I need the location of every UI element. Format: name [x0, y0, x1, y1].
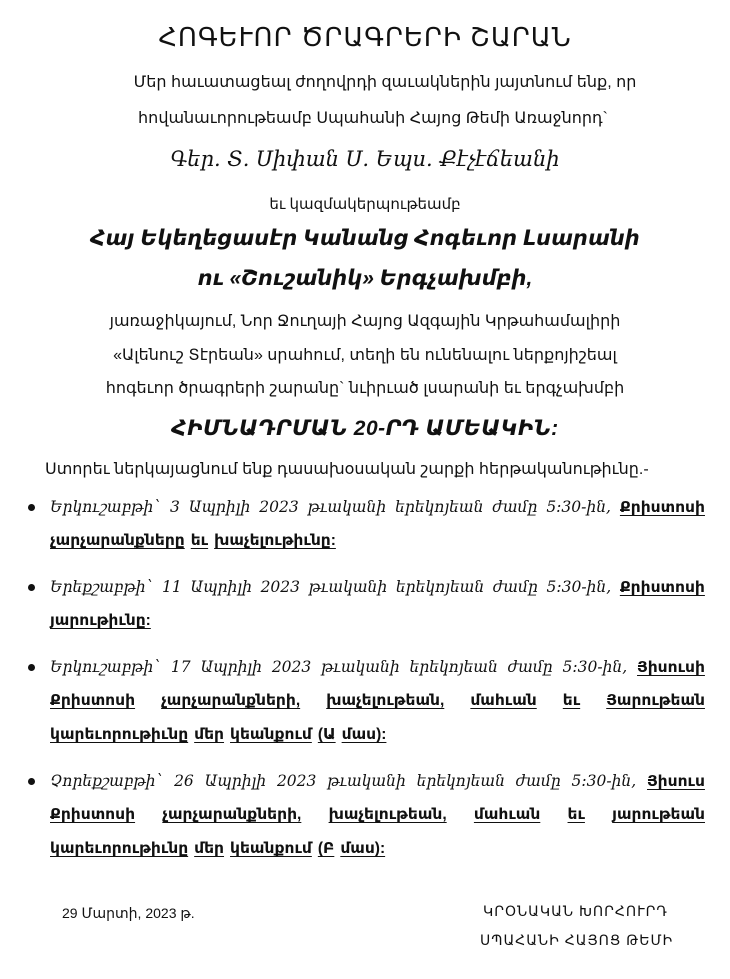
- event-date-word: թւականի: [327, 772, 406, 790]
- event-line: [50, 572, 705, 606]
- event-topic-word: չարչարանքների,: [161, 692, 301, 709]
- event-topic-word: (Բ: [317, 840, 335, 857]
- event-topic-word: մաս):: [340, 840, 386, 857]
- event-date-word: 2023: [276, 772, 317, 790]
- event-topic-word: (Ա: [317, 726, 336, 743]
- event-topic-word: չարչարանքները: [50, 532, 185, 549]
- event-line: [50, 526, 705, 560]
- event-topic-word: եւ: [567, 806, 585, 823]
- event-topic-word: խաչելութեան,: [326, 692, 445, 709]
- signature-line-2: ՍՊԱՀԱՆԻ ՀԱՅՈՑ ԹԵՄԻ: [480, 932, 674, 948]
- event-date-word: 5:30-ին,: [546, 498, 611, 516]
- document-date: 29 Մարտի, 2023 թ.: [62, 905, 195, 921]
- event-line: [50, 766, 705, 800]
- organizer-prefix: եւ կազմակերպութեամբ: [269, 196, 461, 213]
- event-topic-word: Քրիստոսի: [619, 579, 705, 596]
- event-line: [50, 492, 705, 526]
- venue-line-1: յառաջիկայում, Նոր Ջուղայի Հայոց Ազգային Կրթահամալիրի: [109, 313, 621, 330]
- event-topic-word: եւ: [562, 692, 581, 709]
- event-topic-word: մեր: [194, 726, 225, 743]
- event-date-word: Երեքշաբթի`: [50, 578, 154, 596]
- event-date-word: երեկոյեան: [395, 578, 485, 596]
- event-topic-word: կարեւորութիւնը: [50, 840, 189, 857]
- event-topic-word: չարչարանքների,: [162, 806, 302, 823]
- event-date-word: 2023: [260, 578, 301, 596]
- event-date-word: Երկուշաբթի`: [50, 658, 162, 676]
- event-topic-word: Յիսուս: [647, 773, 705, 790]
- event-date-word: երեկոյեան: [416, 772, 505, 790]
- event-date-word: ժամը: [492, 498, 538, 516]
- event-topic-word: կարեւորութիւնը: [50, 726, 189, 743]
- event-item: [25, 652, 705, 754]
- venue-line-2: «Ալենուշ Տէրեան» սրահում, տեղի են ունենալու ներքոյիշեալ: [113, 347, 617, 364]
- event-line: [50, 606, 705, 640]
- event-date-word: 2023: [259, 498, 299, 516]
- event-date-word: երեկոյեան: [409, 658, 498, 676]
- event-topic-word: եւ: [190, 532, 209, 549]
- venue-line-3: հոգեւոր ծրագրերի շարանը` նւիրւած լսարանի եւ երգչախմբի: [105, 380, 625, 397]
- organizer-line-1: Հայ Եկեղեցասէր Կանանց Հոգեւոր Լսարանի: [90, 227, 640, 250]
- event-topic-word: մահւան: [470, 692, 537, 709]
- event-date-word: 5:30-ին,: [571, 772, 637, 790]
- event-item: [25, 572, 705, 640]
- event-date-word: երեկոյեան: [395, 498, 484, 516]
- page-title: ՀՈԳԵՒՈՐ ԾՐԱԳՐԵՐԻ ՇԱՐԱՆ: [158, 22, 572, 52]
- event-date-word: Ապրիլի: [204, 772, 267, 790]
- event-topic-word: Քրիստոսի: [50, 806, 136, 823]
- event-topic-word: մահւան: [473, 806, 541, 823]
- event-topic-word: կեանքում: [230, 726, 312, 743]
- event-date-word: 11: [162, 578, 182, 596]
- event-topic-word: կեանքում: [230, 840, 312, 857]
- event-topic-word: յարութիւնը:: [50, 612, 151, 629]
- event-topic-word: Քրիստոսի: [50, 692, 136, 709]
- event-topic-word: յարութեան: [612, 806, 705, 823]
- event-topic-word: մաս):: [341, 726, 387, 743]
- event-date-word: ժամը: [515, 772, 561, 790]
- event-list: [25, 492, 705, 880]
- event-date-word: թւականի: [308, 578, 388, 596]
- schedule-intro: Ստորեւ ներկայացնում ենք դասախօսական շարքի հերթականութիւնը.-: [45, 461, 649, 478]
- event-date-word: 3: [169, 498, 180, 516]
- event-date-word: Երկուշաբթի`: [50, 498, 162, 516]
- event-line: [50, 834, 705, 868]
- bullet-icon: [28, 584, 35, 591]
- intro-line-1: Մեր հաւատացեալ ժողովրդի զաւակներին յայտնում ենք, որ: [133, 74, 637, 91]
- bullet-icon: [28, 504, 35, 511]
- event-topic-word: Քրիստոսի: [619, 499, 705, 516]
- event-date-word: ժամը: [492, 578, 538, 596]
- event-date-word: 2023: [271, 658, 312, 676]
- event-date-word: թւականի: [307, 498, 387, 516]
- organizer-line-2: ու «Շուշանիկ» Երգչախմբի,: [197, 267, 533, 290]
- event-date-word: 17: [170, 658, 191, 676]
- event-date-word: 5:30-ին,: [562, 658, 628, 676]
- patron-name: Գեր. Տ. Սիփան Ս. Եպս. Քէչէճեանի: [170, 147, 560, 171]
- event-date-word: 26: [174, 772, 194, 790]
- event-line: [50, 800, 705, 834]
- bullet-icon: [28, 664, 35, 671]
- event-topic-word: խաչելութիւնը:: [214, 532, 336, 549]
- event-topic-word: խաչելութեան,: [328, 806, 447, 823]
- event-line: [50, 686, 705, 720]
- event-date-word: Ապրիլի: [190, 578, 252, 596]
- event-date-word: 5:30-ին,: [546, 578, 612, 596]
- intro-line-2: հովանաւորութեամբ Սպահանի Հայոց Թեմի Առաջնորդ`: [138, 110, 608, 127]
- event-item: [25, 766, 705, 868]
- event-date-word: Ապրիլի: [188, 498, 251, 516]
- event-date-word: թւականի: [321, 658, 400, 676]
- event-topic-word: Յիսուսի: [637, 659, 705, 676]
- bullet-icon: [28, 778, 35, 785]
- event-line: [50, 652, 705, 686]
- anniversary-heading: ՀԻՄՆԱԴՐՄԱՆ 20-ՐԴ ԱՄԵԱԿԻՆ:: [171, 417, 559, 440]
- event-date-word: Չորեքշաբթի`: [50, 772, 164, 790]
- event-topic-word: մեր: [194, 840, 225, 857]
- event-topic-word: Յարութեան: [606, 692, 705, 709]
- event-line: [50, 720, 705, 754]
- event-date-word: Ապրիլի: [200, 658, 262, 676]
- event-item: [25, 492, 705, 560]
- signature-line-1: ԿՐՕՆԱԿԱՆ ԽՈՐՀՈՒՐԴ: [483, 903, 668, 919]
- event-date-word: ժամը: [507, 658, 553, 676]
